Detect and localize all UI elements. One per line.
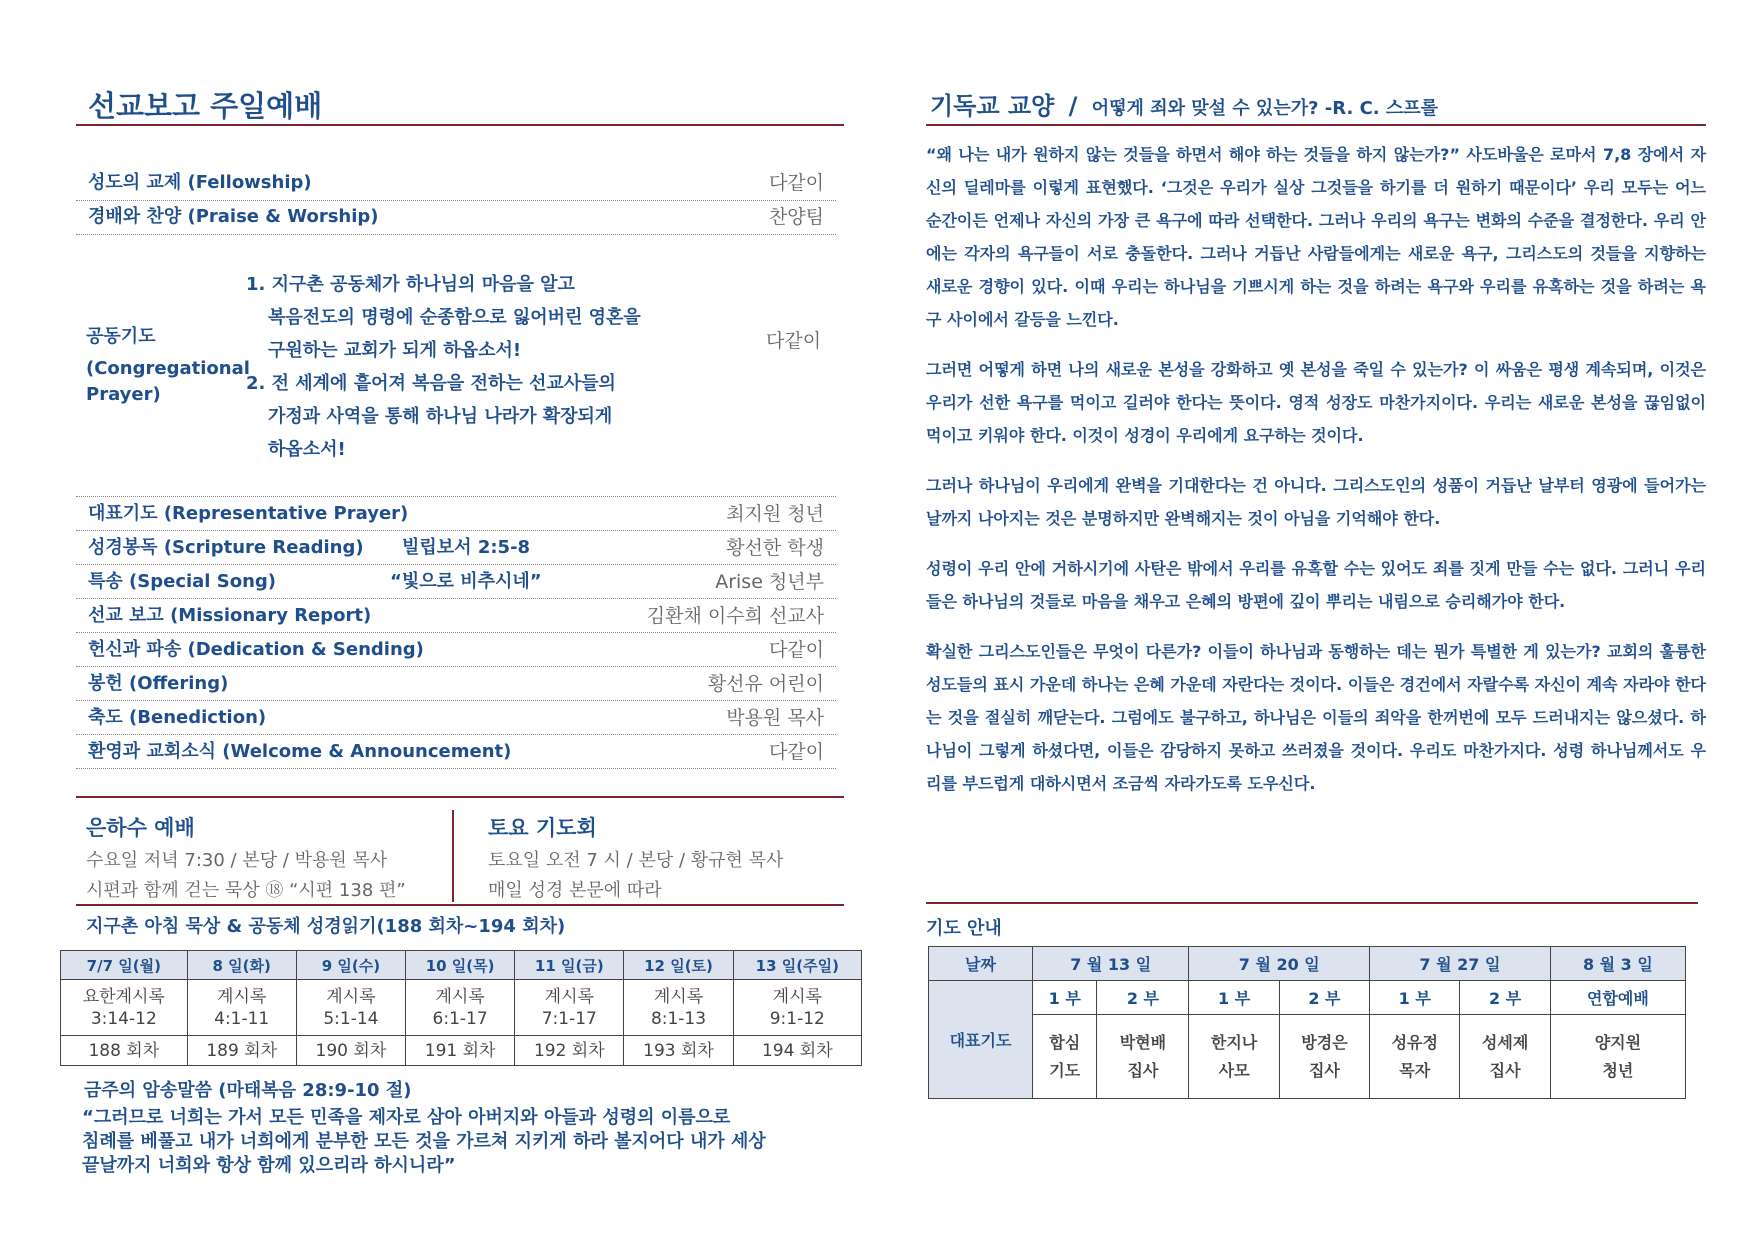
date-header: 8 월 3 일 xyxy=(1550,947,1685,981)
article-paragraph: 그러면 어떻게 하면 나의 새로운 본성을 강화하고 옛 본성을 죽일 수 있는가? 이 싸움은 평생 계속되며, 이것은 우리가 선한 욕구를 먹이고 길러야 한다는 뜻이다. 영적 성장도 마찬가지이다. 우리는 새로운 본성을 끊임없이 먹이고 키워야 한다. 이것이 성경이 우리에게 요구하는 것이다. xyxy=(926,360,1706,445)
prayer-label-ko: 공동기도 xyxy=(86,326,156,347)
prayer-text xyxy=(246,268,686,466)
page-title-right xyxy=(930,86,1438,121)
row-label: 대표기도 xyxy=(929,981,1033,1099)
part-header: 2 부 xyxy=(1460,981,1550,1015)
leader-cell xyxy=(1189,1015,1279,1099)
table-row xyxy=(929,1015,1686,1099)
article-subtitle: 어떻게 죄와 맞설 수 있는가? -R. C. 스프롤 xyxy=(1091,98,1439,119)
ref: 7:1-17 xyxy=(541,1008,597,1029)
order-row-representative xyxy=(76,497,836,531)
order-leader: 박용원 목사 xyxy=(726,707,824,729)
order-row-welcome xyxy=(76,735,836,769)
table-header-row xyxy=(61,951,862,980)
day-header: 8 일(화) xyxy=(187,951,296,980)
leader-role: 청년 xyxy=(1602,1060,1634,1080)
order-label: 환영과 교회소식 (Welcome & Announcement) xyxy=(88,741,512,762)
leader-cell xyxy=(1279,1015,1369,1099)
round-cell: 193 회차 xyxy=(624,1036,733,1066)
prayer-guide-title: 기도 안내 xyxy=(926,918,1002,939)
order-row-special-song xyxy=(76,565,836,599)
prayer-line: 2. 전 세계에 흩어져 복음을 전하는 선교사들의 xyxy=(246,373,616,394)
part-header: 1 부 xyxy=(1189,981,1279,1015)
ref: 6:1-17 xyxy=(432,1008,488,1029)
order-leader: 찬양팀 xyxy=(768,206,824,228)
wednesday-line-2: 시편과 함께 걷는 묵상 ⑱ “시편 138 편” xyxy=(86,880,406,901)
leader-role: 사모 xyxy=(1218,1060,1250,1080)
order-row-benediction xyxy=(76,701,836,735)
date-header: 7 월 27 일 xyxy=(1370,947,1551,981)
leader-name: 성세제 xyxy=(1481,1032,1529,1052)
memory-line: 끝날까지 너희와 항상 함께 있으리라 하시니라” xyxy=(82,1155,456,1176)
round-cell: 192 회차 xyxy=(515,1036,624,1066)
order-leader: 황선한 학생 xyxy=(726,537,824,559)
table-header-row xyxy=(929,947,1686,981)
prayer-heading xyxy=(86,324,250,408)
order-leader: 김환채 이수희 선교사 xyxy=(646,605,824,627)
saturday-title: 토요 기도회 xyxy=(488,816,597,840)
section-title: 기독교 교양 xyxy=(930,92,1055,120)
ref: 4:1-11 xyxy=(214,1008,270,1029)
reading-schedule-table xyxy=(60,950,862,1066)
part-header: 1 부 xyxy=(1370,981,1460,1015)
book: 계시록 xyxy=(217,986,267,1007)
leader-cell xyxy=(1550,1015,1685,1099)
wednesday-title: 은하수 예배 xyxy=(86,816,195,840)
order-label: 경배와 찬양 (Praise & Worship) xyxy=(88,206,379,227)
book: 계시록 xyxy=(772,986,822,1007)
date-header: 7 월 13 일 xyxy=(1033,947,1189,981)
page-title-left: 선교보고 주일예배 xyxy=(88,89,323,123)
order-leader: 다같이 xyxy=(768,172,824,194)
ref: 8:1-13 xyxy=(650,1008,707,1029)
prayer-guide-table xyxy=(928,946,1686,1099)
leader-role: 목자 xyxy=(1399,1060,1431,1080)
part-header: 2 부 xyxy=(1097,981,1189,1015)
order-label: 선교 보고 (Missionary Report) xyxy=(88,605,372,626)
leader-role: 기도 xyxy=(1049,1060,1081,1080)
title-divider xyxy=(76,124,844,126)
leader-role: 집사 xyxy=(1127,1060,1159,1080)
date-header: 7 월 20 일 xyxy=(1189,947,1370,981)
title-slash: / xyxy=(1068,92,1078,120)
section-divider xyxy=(926,902,1698,904)
day-header: 7/7 일(월) xyxy=(61,951,188,980)
book: 계시록 xyxy=(653,986,704,1007)
day-header: 12 일(토) xyxy=(624,951,733,980)
leader-name: 합심 xyxy=(1049,1032,1081,1052)
order-label: 축도 (Benediction) xyxy=(88,707,267,728)
prayer-line: 1. 지구촌 공동체가 하나님의 마음을 알고 xyxy=(246,274,575,295)
day-header: 10 일(목) xyxy=(406,951,515,980)
dotted-divider xyxy=(76,234,836,235)
memory-verse-text xyxy=(82,1106,842,1178)
leader-name: 방경은 xyxy=(1301,1032,1348,1052)
memory-line: 침례를 베풀고 내가 너희에게 분부한 모든 것을 가르쳐 지키게 하라 볼지어다 내가 세상 xyxy=(82,1131,766,1152)
prayer-label-en2: Prayer) xyxy=(86,384,161,405)
memory-verse-title: 금주의 암송말씀 (마태복음 28:9-10 절) xyxy=(84,1080,412,1101)
order-row-praise xyxy=(76,200,836,234)
article-paragraph: 그러나 하나님이 우리에게 완벽을 기대한다는 건 아니다. 그리스도인의 성품이 거듭난 날부터 영광에 들어가는 날까지 나아지는 것은 분명하지만 완벽해지는 것이 아님을 기억해야 한다. xyxy=(926,476,1706,528)
order-leader: Arise 청년부 xyxy=(715,571,824,593)
part-header: 2 부 xyxy=(1279,981,1369,1015)
leader-name: 박현배 xyxy=(1119,1032,1167,1052)
order-leader: 황선유 어린이 xyxy=(707,673,824,695)
prayer-line: 구원하는 교회가 되게 하옵소서! xyxy=(268,340,522,361)
order-label: 대표기도 (Representative Prayer) xyxy=(88,503,409,524)
order-label: 성도의 교제 (Fellowship) xyxy=(88,172,312,193)
order-song-title: “빛으로 비추시네” xyxy=(390,571,542,592)
table-cell xyxy=(61,980,188,1036)
prayer-line: 가정과 사역을 통해 하나님 나라가 확장되게 xyxy=(268,406,613,427)
part-header: 연합예배 xyxy=(1550,981,1685,1015)
order-row-scripture xyxy=(76,531,836,565)
book: 계시록 xyxy=(544,986,594,1007)
table-cell xyxy=(733,980,861,1036)
ref: 3:14-12 xyxy=(90,1008,157,1029)
round-cell: 191 회차 xyxy=(406,1036,515,1066)
prayer-line: 하옵소서! xyxy=(268,439,346,460)
leader-cell xyxy=(1033,1015,1097,1099)
prayer-label-en1: (Congregational xyxy=(86,358,250,379)
leader-cell xyxy=(1460,1015,1550,1099)
table-row xyxy=(61,1036,862,1066)
table-cell xyxy=(624,980,733,1036)
round-cell: 189 회차 xyxy=(187,1036,296,1066)
leader-cell xyxy=(1370,1015,1460,1099)
order-passage: 빌립보서 2:5-8 xyxy=(402,537,531,558)
round-cell: 194 회차 xyxy=(733,1036,861,1066)
order-label: 헌신과 파송 (Dedication & Sending) xyxy=(88,639,424,660)
table-cell xyxy=(296,980,405,1036)
saturday-line-2: 매일 성경 본문에 따라 xyxy=(488,880,662,901)
leader-name: 성유정 xyxy=(1391,1032,1438,1052)
ref: 5:1-14 xyxy=(323,1008,379,1029)
order-row-fellowship xyxy=(76,166,836,200)
table-row xyxy=(929,981,1686,1015)
order-leader: 최지원 청년 xyxy=(726,503,824,525)
table-row xyxy=(61,980,862,1036)
section-divider xyxy=(76,796,844,798)
article-paragraph: “왜 나는 내가 원하지 않는 것들을 하면서 해야 하는 것들을 하지 않는가?” 사도바울은 로마서 7,8 장에서 자신의 딜레마를 이렇게 표현했다. ‘그것은 우리가 실상 그것들을 하기를 더 원하기 때문이다’ 우리 모두는 어느 순간이든 언제나 자신의 가장 큰 욕구에 따라 선택한다. 그러나 우리의 욕구는 변화의 수준을 결정한다. 우리 안에는 각자의 욕구들이 서로 충돌한다. 그러나 거듭난 사람들에게는 새로운 욕구, 그리스도의 것들을 지향하는 새로운 경향이 있다. 이때 우리는 하나님을 기쁘시게 하는 것을 하려는 욕구와 우리를 유혹하는 것을 하려는 욕구 사이에서 갈등을 느낀다. xyxy=(926,145,1706,329)
order-label: 봉헌 (Offering) xyxy=(88,673,229,694)
memory-line: “그러므로 너희는 가서 모든 민족을 제자로 삼아 아버지와 아들과 성령의 이름으로 xyxy=(82,1107,731,1128)
table-cell xyxy=(187,980,296,1036)
leader-role: 집사 xyxy=(1308,1060,1340,1080)
dotted-divider xyxy=(76,768,836,769)
prayer-line: 복음전도의 명령에 순종함으로 잃어버린 영혼을 xyxy=(268,307,641,328)
section-divider xyxy=(76,904,844,906)
table-cell xyxy=(406,980,515,1036)
reading-title: 지구촌 아침 묵상 & 공동체 성경읽기(188 회차~194 회차) xyxy=(86,916,566,937)
order-leader: 다같이 xyxy=(768,741,824,763)
book: 요한계시록 xyxy=(82,986,165,1007)
order-row-offering xyxy=(76,667,836,701)
round-cell: 188 회차 xyxy=(61,1036,188,1066)
order-label: 성경봉독 (Scripture Reading) xyxy=(88,537,364,558)
leader-role: 집사 xyxy=(1489,1060,1521,1080)
day-header: 13 일(주일) xyxy=(733,951,861,980)
article-paragraph: 확실한 그리스도인들은 무엇이 다른가? 이들이 하나님과 동행하는 데는 뭔가 특별한 게 있는가? 교회의 훌륭한 성도들의 표시 가운데 하나는 은혜 가운데 자란다는 것이다. 이들은 경건에서 자랄수록 자신이 계속 자라야 한다는 것을 절실히 깨닫는다. 그럼에도 불구하고, 하나님은 이들의 죄악을 한꺼번에 모두 드러내지는 않으셨다. 하나님이 그렇게 하셨다면, 이들은 감당하지 못하고 쓰러졌을 것이다. 우리도 마찬가지다. 성령 하나님께서도 우리를 부드럽게 대하시면서 조금씩 자라가도록 도우신다. xyxy=(926,642,1706,793)
leader-name: 양지원 xyxy=(1594,1032,1642,1052)
vertical-divider xyxy=(452,810,454,902)
part-header: 1 부 xyxy=(1033,981,1097,1015)
table-cell xyxy=(515,980,624,1036)
date-col-header: 날짜 xyxy=(929,947,1033,981)
round-cell: 190 회차 xyxy=(296,1036,405,1066)
leader-name: 한지나 xyxy=(1210,1032,1258,1052)
book: 계시록 xyxy=(435,986,485,1007)
book: 계시록 xyxy=(326,986,376,1007)
wednesday-line-1: 수요일 저녁 7:30 / 본당 / 박용원 목사 xyxy=(86,850,388,871)
ref: 9:1-12 xyxy=(769,1008,825,1029)
day-header: 9 일(수) xyxy=(296,951,405,980)
order-label: 특송 (Special Song) xyxy=(88,571,277,592)
title-divider xyxy=(926,124,1706,126)
article-body xyxy=(926,138,1706,817)
prayer-leader: 다같이 xyxy=(766,330,822,352)
day-header: 11 일(금) xyxy=(515,951,624,980)
order-row-dedication xyxy=(76,633,836,667)
saturday-line-1: 토요일 오전 7 시 / 본당 / 황규현 목사 xyxy=(488,850,784,871)
leader-cell xyxy=(1097,1015,1189,1099)
order-leader: 다같이 xyxy=(768,639,824,661)
article-paragraph: 성령이 우리 안에 거하시기에 사탄은 밖에서 우리를 유혹할 수는 있어도 죄를 짓게 만들 수는 없다. 그러니 우리들은 하나님의 것들로 마음을 채우고 은혜의 방편에 깊이 뿌리는 내림으로 승리해가야 한다. xyxy=(926,559,1706,611)
order-row-missionary xyxy=(76,599,836,633)
